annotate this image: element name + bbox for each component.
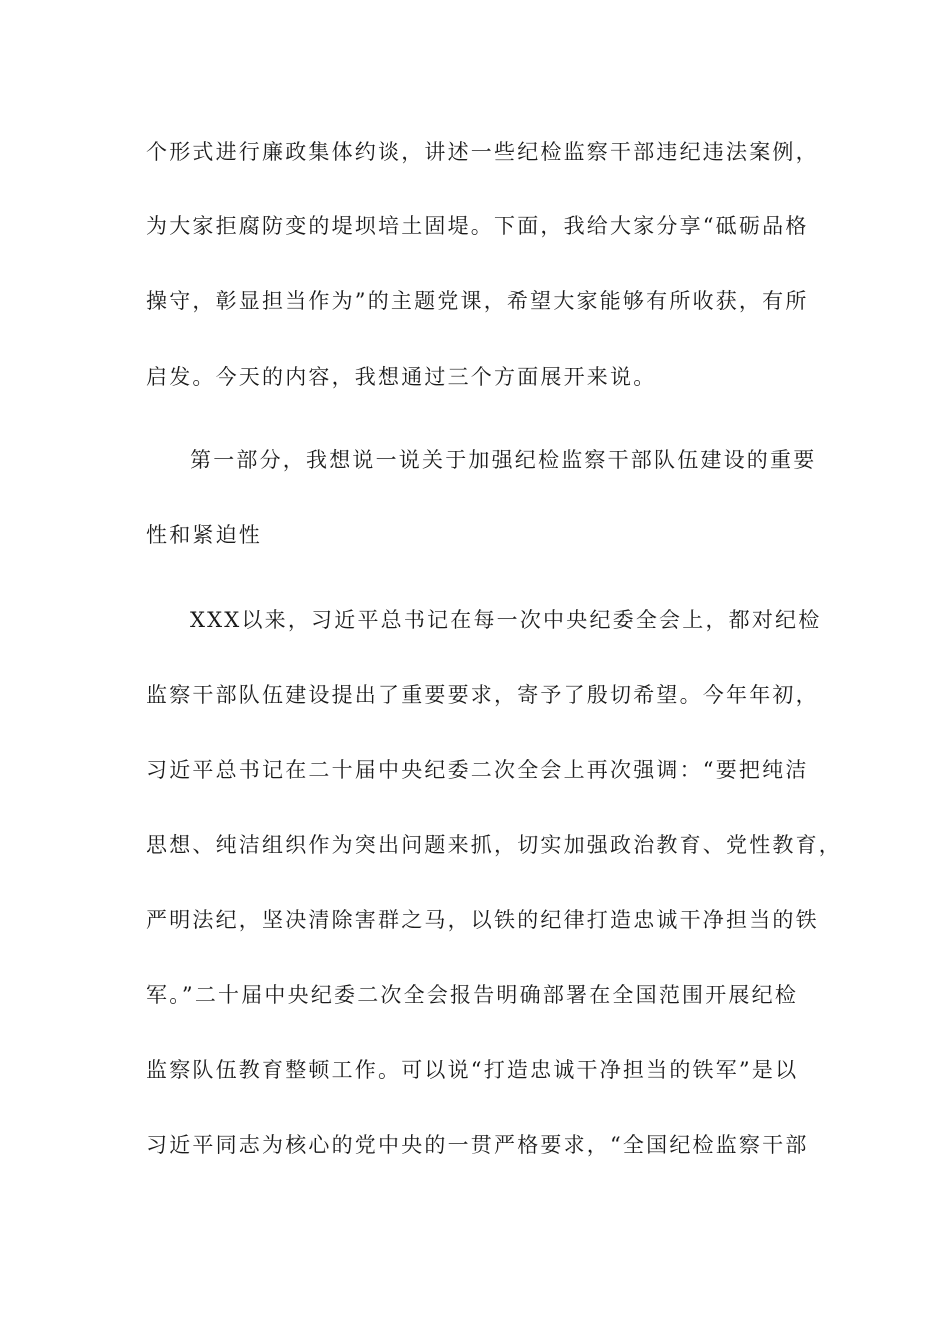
text-line: 习近平总书记在二十届中央纪委二次全会上再次强调：“要把纯洁 bbox=[146, 758, 809, 782]
text-line: 启发。今天的内容，我想通过三个方面展开来说。 bbox=[146, 365, 657, 389]
text-line: XXX以来，习近平总书记在每一次中央纪委全会上，都对纪检 bbox=[190, 608, 822, 632]
text-line: 为大家拒腐防变的堤坝培土固堤。下面，我给大家分享“砥砺品格 bbox=[146, 214, 809, 238]
text-line: 严明法纪，坚决清除害群之马，以铁的纪律打造忠诚干净担当的铁 bbox=[146, 908, 819, 932]
text-line: 监察队伍教育整顿工作。可以说“打造忠诚干净担当的铁军”是以 bbox=[146, 1058, 799, 1082]
text-line: 个形式进行廉政集体约谈，讲述一些纪检监察干部违纪违法案例， bbox=[146, 140, 819, 164]
section-heading: 第一部分，我想说一说关于加强纪检监察干部队伍建设的重要 bbox=[190, 448, 817, 472]
text-line: 操守，彰显担当作为”的主题党课，希望大家能够有所收获，有所 bbox=[146, 289, 809, 313]
text-line: 监察干部队伍建设提出了重要要求，寄予了殷切希望。今年年初， bbox=[146, 683, 819, 707]
text-line: 思想、纯洁组织作为突出问题来抓，切实加强政治教育、党性教育， bbox=[146, 833, 842, 857]
section-heading-continuation: 性和紧迫性 bbox=[146, 523, 262, 547]
text-line: 习近平同志为核心的党中央的一贯严格要求，“全国纪检监察干部 bbox=[146, 1133, 809, 1157]
text-line: 军。”二十届中央纪委二次全会报告明确部署在全国范围开展纪检 bbox=[146, 983, 799, 1007]
